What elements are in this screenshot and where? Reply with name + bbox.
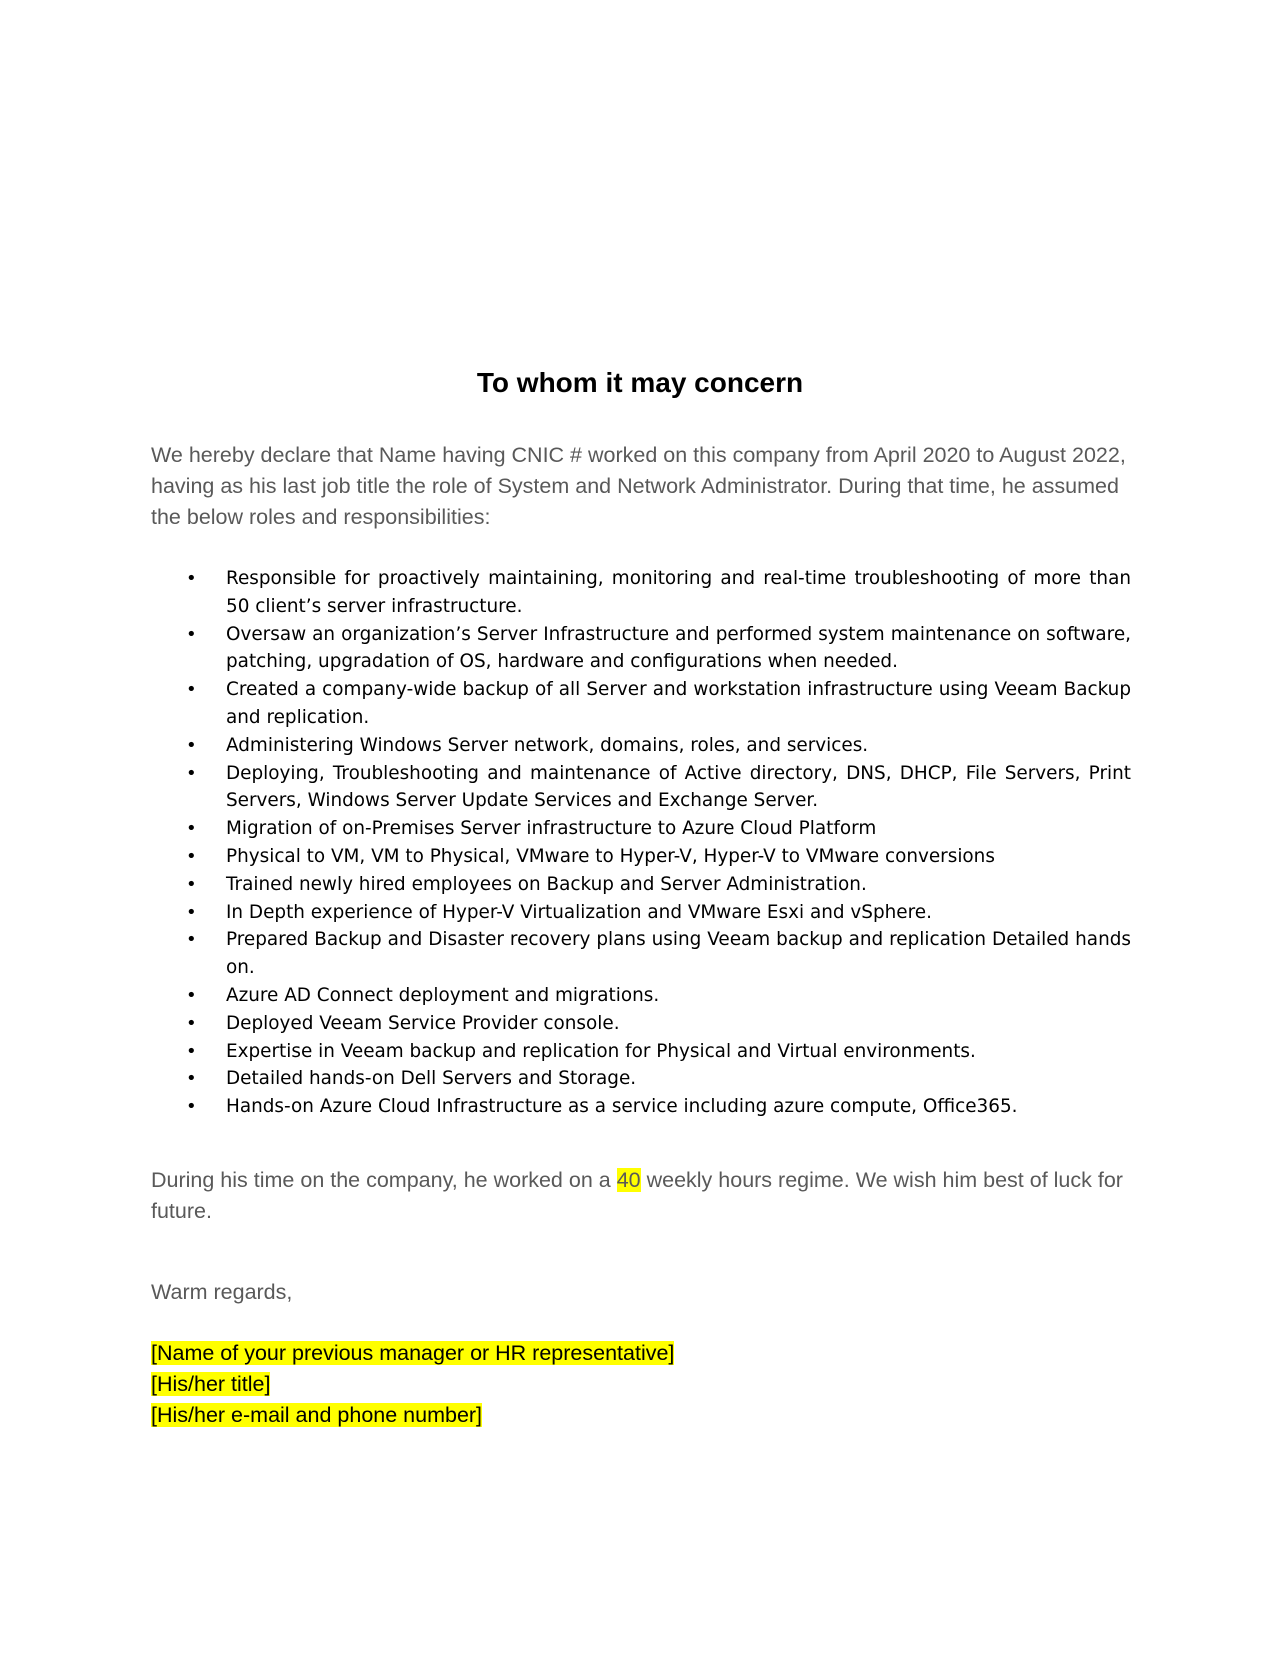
list-item — [151, 982, 1131, 1010]
closing-text-after: weekly hours regime. We wish him best of luck for future. — [151, 1168, 1123, 1223]
bullet-icon: • — [186, 568, 197, 589]
list-item-text: Prepared Backup and Disaster recovery plans using Veeam backup and replication Detailed hands on. — [226, 929, 1131, 979]
list-item — [151, 871, 1131, 899]
bullet-icon: • — [186, 984, 197, 1006]
closing-text-before: During his time on the company, he worked on a — [151, 1168, 617, 1192]
signature-title: [His/her title] — [151, 1372, 271, 1396]
list-item-text: Created a company-wide backup of all Server and workstation infrastructure using Veeam Backup and replication. — [226, 679, 1131, 728]
list-item — [151, 815, 1131, 843]
list-item-text: Detailed hands-on Dell Servers and Storage. — [226, 1068, 637, 1090]
bullet-icon: • — [186, 623, 197, 645]
list-item-text: Physical to VM, VM to Physical, VMware to Hyper-V, Hyper-V to VMware conversions — [226, 845, 995, 867]
weekly-hours-value: 40 — [616, 1168, 641, 1192]
list-item-text: Oversaw an organization’s Server Infrastructure and performed system maintenance on software, patching, upgradation of OS, hardware and configurations when needed. — [226, 623, 1131, 673]
list-item-text: Deploying, Troubleshooting and maintenance of Active directory, DNS, DHCP, File Servers, Print Servers, Windows Server Update Services and Exchange Server. — [226, 762, 1131, 812]
signature-block — [151, 1338, 674, 1431]
list-item-text: Responsible for proactively maintaining, monitoring and real-time troubleshooting of more than 50 client’s server infrastructure. — [226, 568, 1131, 617]
list-item — [151, 899, 1131, 927]
list-item-text: Expertise in Veeam backup and replication for Physical and Virtual environments. — [226, 1040, 976, 1062]
list-item — [151, 926, 1131, 982]
list-item-text: Migration of on-Premises Server infrastructure to Azure Cloud Platform — [226, 818, 877, 840]
responsibilities-list — [151, 565, 1131, 1121]
intro-paragraph: We hereby declare that Name having CNIC # worked on this company from April 2020 to August 2022, having as his last job title the role of System and Network Administrator. During that time, he assumed the below roles and responsibilities: — [151, 443, 1126, 529]
bullet-icon: • — [186, 1068, 197, 1090]
list-item-text: In Depth experience of Hyper-V Virtualization and VMware Esxi and vSphere. — [226, 901, 932, 923]
list-item-text: Deployed Veeam Service Provider console. — [226, 1012, 620, 1034]
bullet-icon: • — [186, 1040, 197, 1062]
list-item — [151, 1093, 1131, 1121]
list-item — [151, 732, 1131, 760]
bullet-icon: • — [186, 845, 197, 867]
list-item-text: Trained newly hired employees on Backup and Server Administration. — [226, 873, 867, 895]
list-item — [151, 843, 1131, 871]
list-item-text: Administering Windows Server network, domains, roles, and services. — [226, 734, 869, 756]
signature-name: [Name of your previous manager or HR representative] — [151, 1341, 675, 1365]
bullet-icon: • — [186, 929, 197, 951]
list-item — [151, 565, 1131, 621]
signature-title-line — [151, 1369, 674, 1400]
bullet-icon: • — [186, 1012, 197, 1034]
list-item — [151, 1010, 1131, 1038]
bullet-icon: • — [186, 901, 197, 923]
list-item — [151, 1065, 1131, 1093]
signature-name-line — [151, 1338, 674, 1369]
document-title: To whom it may concern — [476, 367, 804, 398]
signature-contact-line — [151, 1400, 674, 1431]
bullet-icon: • — [186, 679, 197, 701]
list-item-text: Hands-on Azure Cloud Infrastructure as a service including azure compute, Office365. — [226, 1096, 1018, 1118]
list-item — [151, 621, 1131, 677]
list-item — [151, 760, 1131, 816]
bullet-icon: • — [186, 734, 197, 756]
bullet-icon: • — [186, 762, 197, 784]
list-item-text: Azure AD Connect deployment and migrations. — [226, 984, 660, 1006]
list-item — [151, 676, 1131, 732]
list-item — [151, 1038, 1131, 1066]
bullet-icon: • — [186, 1096, 197, 1118]
regards-line: Warm regards, — [151, 1280, 293, 1304]
closing-paragraph — [151, 1165, 1131, 1227]
bullet-icon: • — [186, 818, 197, 840]
signature-contact: [His/her e-mail and phone number] — [151, 1403, 483, 1427]
bullet-icon: • — [186, 873, 197, 895]
